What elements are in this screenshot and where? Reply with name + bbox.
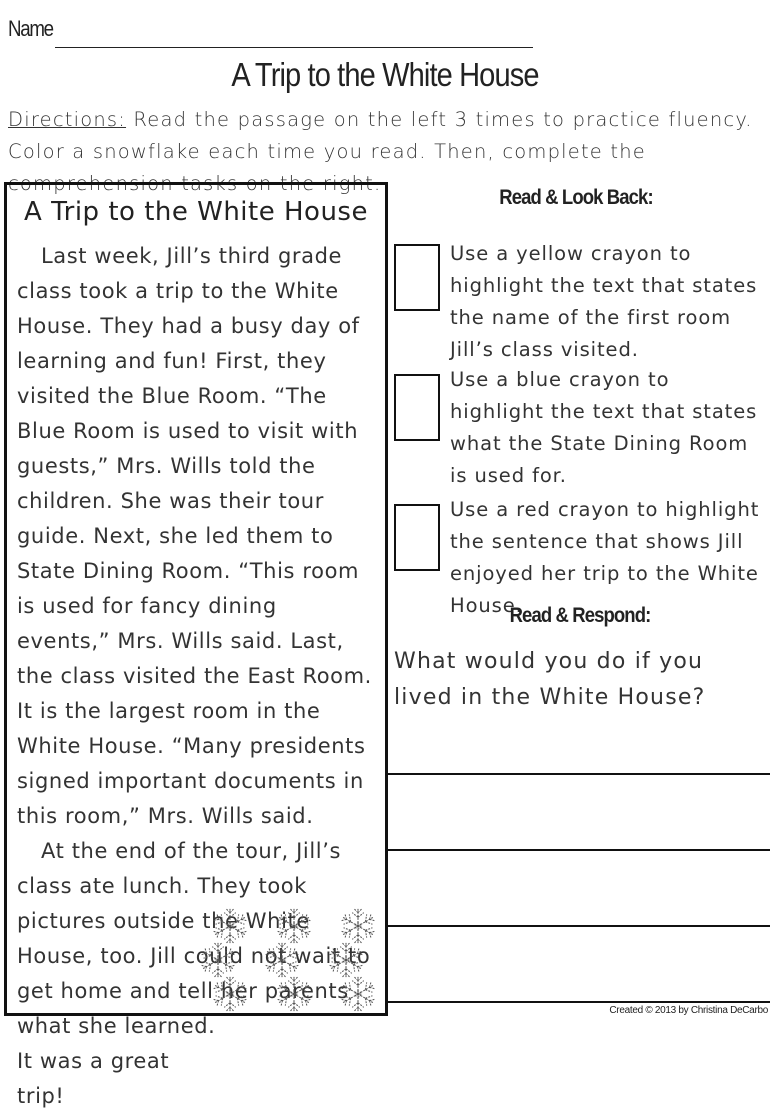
snowflake-icon[interactable] — [209, 973, 251, 1015]
answer-line[interactable] — [388, 849, 770, 851]
task-checkbox-3[interactable] — [394, 504, 440, 571]
name-field-line[interactable] — [55, 47, 533, 48]
task-text-3: Use a red crayon to highlight the sentence that shows Jill enjoyed her trip to the White House. — [450, 498, 760, 617]
respond-question: What would you do if you lived in the White House? — [394, 649, 706, 710]
passage-closing-line-2: trip! — [17, 1084, 65, 1108]
passage-closing-line-1: It was a great — [17, 1049, 170, 1073]
name-label: Name — [8, 16, 53, 41]
passage-box — [4, 182, 388, 1108]
credit-text: Created © 2013 by Christina DeCarbo — [609, 1005, 768, 1016]
snowflake-icon[interactable] — [273, 973, 315, 1015]
directions-label: Directions: — [8, 108, 127, 131]
task-text-2: Use a blue crayon to highlight the text that states what the State Dining Room is used for. — [450, 368, 758, 487]
task-checkbox-2[interactable] — [394, 374, 440, 441]
answer-line[interactable] — [388, 1001, 770, 1003]
task-text-1: Use a yellow crayon to highlight the text that states the name of the first room Jill’s class visited. — [450, 242, 758, 361]
passage-paragraph-1: Last week, Jill’s third grade class took a trip to the White House. They had a busy day of learning and fun! First, they visited the Blue Room. “The Blue Room is used to visit with guests,” Mrs. Wills told the children. She was their tour guide. Next, she led them to State Dining Room. “This room is used for fancy dining events,” Mrs. Wills said. Last, the class visited the East Room. It is the largest room in the White House. “Many presidents signed important documents in this room,” Mrs. Wills said. — [17, 244, 372, 828]
snowflake-icon[interactable] — [337, 973, 379, 1015]
passage-title: A Trip to the White House — [24, 197, 368, 227]
answer-line[interactable] — [388, 925, 770, 927]
task-checkbox-1[interactable] — [394, 244, 440, 311]
directions-text: Read the passage on the left 3 times to practice fluency. Color a snowflake each time you read. Then, complete the comprehension tasks on the right. — [8, 108, 753, 195]
passage-text — [17, 239, 377, 1114]
page-title: A Trip to the White House — [231, 56, 539, 93]
answer-line[interactable] — [388, 773, 770, 775]
respond-heading: Read & Respond: — [509, 604, 651, 627]
look-back-heading: Read & Look Back: — [499, 186, 653, 209]
passage-paragraph-2: At the end of the tour, Jill’s class ate lunch. They took pictures outside the White House, too. Jill could not wait to get home and tell her parents what she learned. — [17, 839, 371, 1038]
